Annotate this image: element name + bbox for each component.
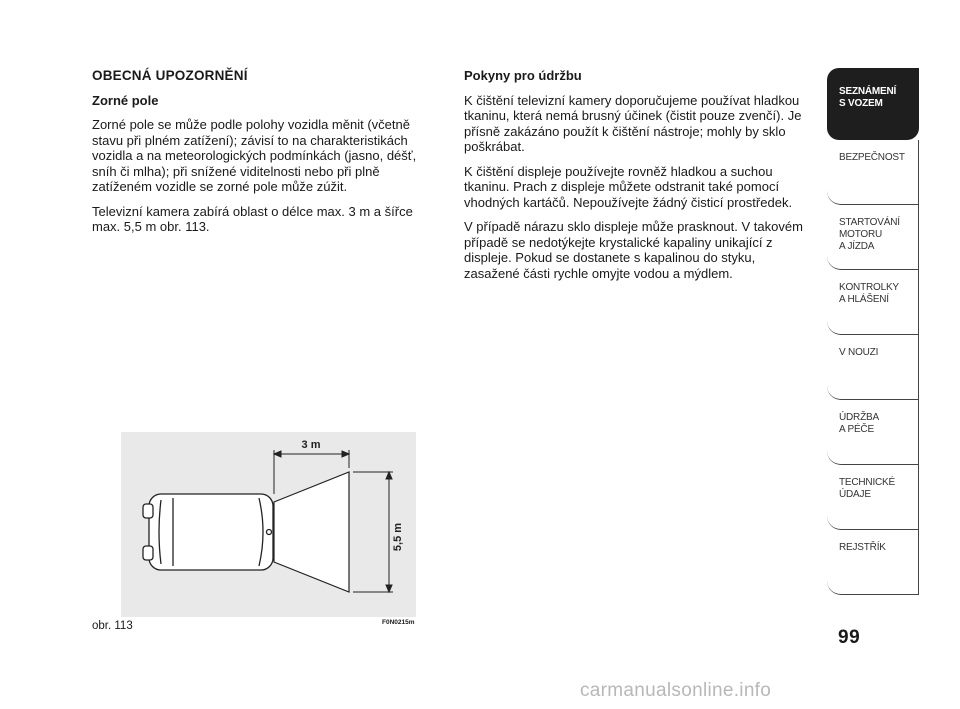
figure-illustration xyxy=(121,432,416,617)
tab-udrzba[interactable]: ÚDRŽBA A PÉČE xyxy=(827,400,919,465)
tab-rejstrik[interactable]: REJSTŘÍK xyxy=(827,530,919,595)
figure-code: F0N0215m xyxy=(382,619,415,626)
paragraph: V případě nárazu sklo displeje může prasknout. V takovém případě se nedotýkejte krystalické kapaliny unikající z displeje. Pokud se dostanete s kapalinou do styku, zasažené části rychle omyjte vodou a mýdlem. xyxy=(464,219,803,281)
tab-technicke-udaje[interactable]: TECHNICKÉ ÚDAJE xyxy=(827,465,919,530)
tab-bezpecnost[interactable]: BEZPEČNOST xyxy=(827,140,919,205)
tab-seznameni-s-vozem[interactable]: SEZNÁMENÍ S VOZEM xyxy=(827,68,919,140)
paragraph: Televizní kamera zabírá oblast o délce max. 3 m a šířce max. 5,5 m obr. 113. xyxy=(92,203,413,234)
left-column xyxy=(92,68,437,244)
page-number: 99 xyxy=(838,627,861,648)
tab-v-nouzi[interactable]: V NOUZI xyxy=(827,335,919,400)
right-column xyxy=(464,68,804,290)
figure-caption: obr. 113 xyxy=(92,620,133,632)
watermark: carmanualsonline.info xyxy=(580,680,772,701)
paragraph: Zorné pole se může podle polohy vozidla měnit (včetně stavu při plném zatížení); závisí to na charakteristikách vozidla a na meteorologických podmínkách (jasno, déšť, sníh či mlha); při snížené viditelnosti nebo při plně zatíženém vozidle se zorné pole může zúžit. xyxy=(92,117,417,194)
paragraph: K čištění televizní kamery doporučujeme používat hladkou tkaninu, která nemá brusný účinek (čistit pouze zvenčí). Je přísně zakázáno použít k čištění nástroje; mohly by sklo poškrábat. xyxy=(464,92,802,154)
length-label: 3 m xyxy=(301,439,321,451)
vehicle-icon xyxy=(143,494,273,570)
camera-field-figure xyxy=(121,432,416,617)
section-heading: OBECNÁ UPOZORNĚNÍ xyxy=(92,68,248,83)
chapter-tabs xyxy=(827,68,919,595)
width-dimension xyxy=(353,472,393,592)
view-cone xyxy=(274,472,349,592)
tab-kontrolky[interactable]: KONTROLKY A HLÁŠENÍ xyxy=(827,270,919,335)
paragraph: K čištění displeje používejte rovněž hladkou a suchou tkaninu. Prach z displeje můžete odstranit také pomocí vhodných kartáčů. Nepoužívejte žádný čisticí prostředek. xyxy=(464,163,793,210)
subsection-heading: Zorné pole xyxy=(92,92,159,108)
tab-startovani-motoru[interactable]: STARTOVÁNÍ MOTORU A JÍZDA xyxy=(827,205,919,270)
subsection-heading: Pokyny pro údržbu xyxy=(464,68,582,83)
width-label: 5,5 m xyxy=(392,522,404,552)
